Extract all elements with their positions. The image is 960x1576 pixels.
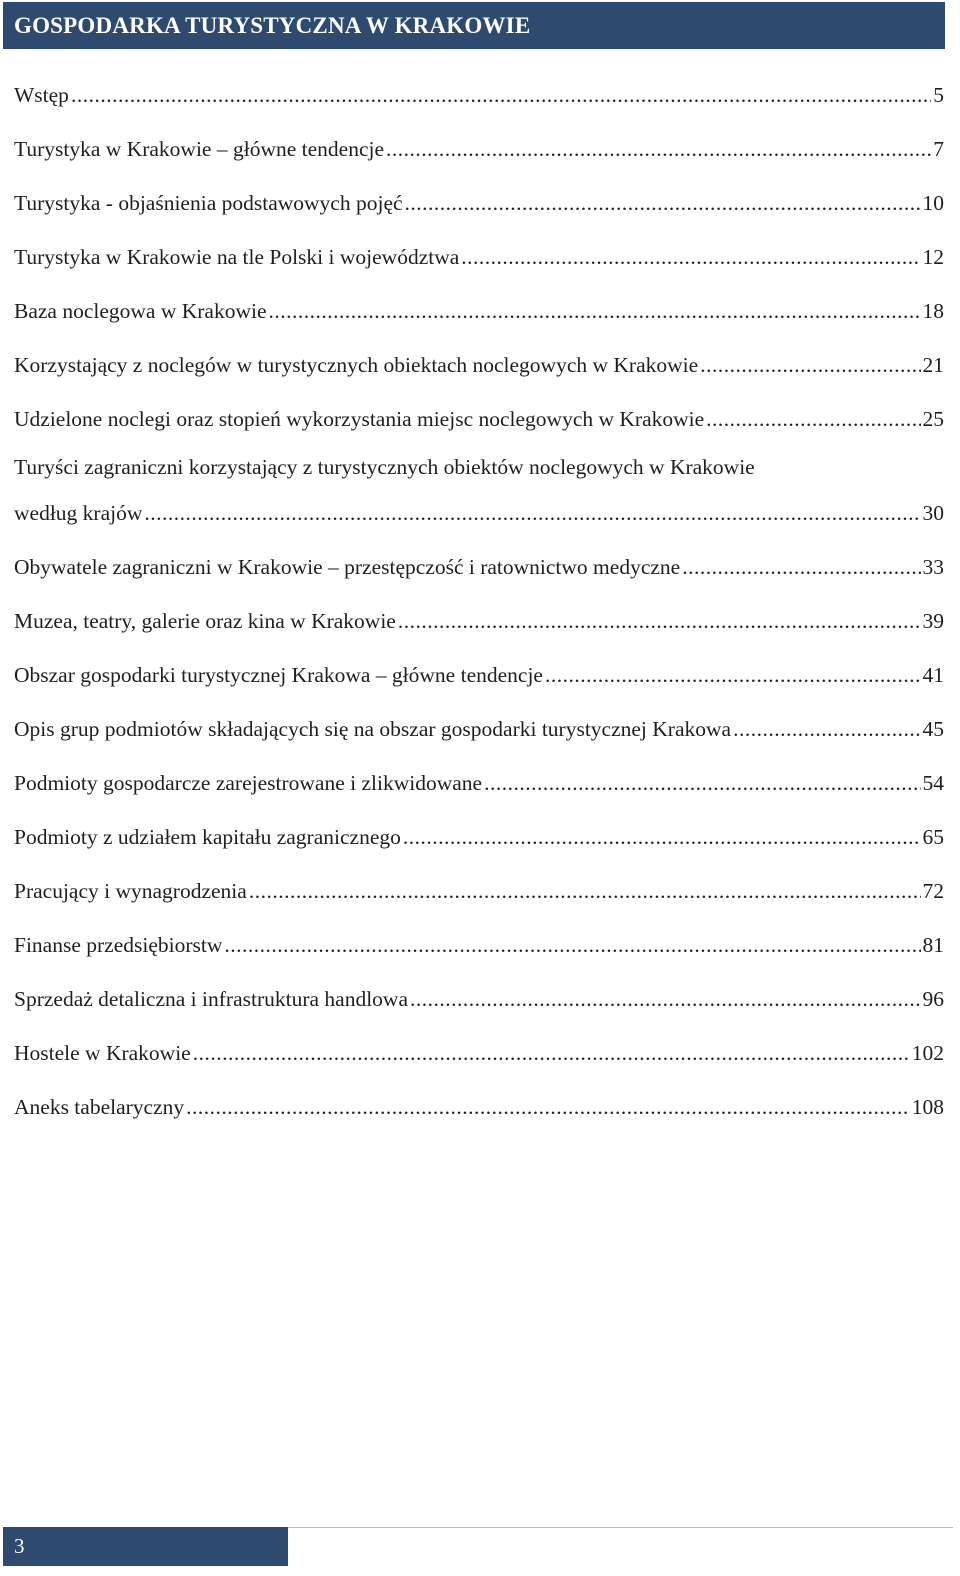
- toc-entry-page: 30: [922, 501, 944, 525]
- toc-dot-leader: [398, 600, 921, 642]
- toc-entry-page: 7: [933, 137, 944, 161]
- toc-dot-leader: [71, 74, 931, 116]
- toc-dot-leader: [545, 654, 921, 696]
- toc-dot-leader: [484, 762, 920, 804]
- toc-entry[interactable]: [14, 978, 944, 1020]
- toc-dot-leader: [700, 344, 920, 386]
- toc-entry[interactable]: [14, 654, 944, 696]
- toc-entry-page: 21: [922, 353, 944, 377]
- toc-entry[interactable]: [14, 344, 944, 386]
- toc-entry-title: Korzystający z noclegów w turystycznych obiektach noclegowych w Krakowie: [14, 353, 699, 377]
- header-bar: [3, 2, 945, 49]
- page-title: GOSPODARKA TURYSTYCZNA W KRAKOWIE: [14, 12, 531, 38]
- toc-dot-leader: [706, 398, 920, 440]
- toc-entry[interactable]: [14, 1032, 944, 1074]
- toc-entry-title-line1: Turyści zagraniczni korzystający z turystycznych obiektów noclegowych w Krakowie: [14, 455, 755, 479]
- toc-entry[interactable]: [14, 600, 944, 642]
- toc-entry-page: 65: [922, 825, 944, 849]
- toc-entry-title: Wstęp: [14, 83, 69, 107]
- toc-dot-leader: [186, 1086, 910, 1128]
- toc-entry-page: 5: [933, 83, 944, 107]
- toc-dot-leader: [193, 1032, 910, 1074]
- toc-entry-page: 39: [922, 609, 944, 633]
- toc-entry-page: 54: [922, 771, 944, 795]
- toc-entry-page: 12: [922, 245, 944, 269]
- toc-entry[interactable]: [14, 290, 944, 332]
- toc-entry-page: 81: [922, 933, 944, 957]
- toc-entry-title: według krajów: [14, 501, 143, 525]
- toc-entry-page: 96: [922, 987, 944, 1011]
- toc-entry-title: Baza noclegowa w Krakowie: [14, 299, 267, 323]
- toc-entry[interactable]: [14, 546, 944, 588]
- toc-dot-leader: [410, 978, 921, 1020]
- toc-dot-leader: [144, 492, 920, 534]
- toc-entry-title: Opis grup podmiotów składających się na obszar gospodarki turystycznej Krakowa: [14, 717, 732, 741]
- toc-entry-title: Turystyka - objaśnienia podstawowych pojęć: [14, 191, 403, 215]
- toc-entry-title: Turystyka w Krakowie na tle Polski i województwa: [14, 245, 460, 269]
- toc-entry-page: 45: [922, 717, 944, 741]
- toc-entry-title: Aneks tabelaryczny: [14, 1095, 185, 1119]
- toc-dot-leader: [249, 870, 921, 912]
- toc-dot-leader: [682, 546, 920, 588]
- toc-entry-page: 33: [922, 555, 944, 579]
- toc-entry-page: 18: [922, 299, 944, 323]
- toc-entry-page: 102: [911, 1041, 944, 1065]
- toc-dot-leader: [403, 816, 921, 858]
- toc-entry-title: Sprzedaż detaliczna i infrastruktura handlowa: [14, 987, 408, 1011]
- toc-entry[interactable]: [14, 182, 944, 224]
- toc-entry[interactable]: [14, 870, 944, 912]
- toc-entry-title: Udzielone noclegi oraz stopień wykorzystania miejsc noclegowych w Krakowie: [14, 407, 705, 431]
- footer-divider: [288, 1527, 953, 1528]
- toc-entry-title: Muzea, teatry, galerie oraz kina w Krakowie: [14, 609, 396, 633]
- toc-entry[interactable]: [14, 236, 944, 278]
- toc-dot-leader: [224, 924, 920, 966]
- toc-entry[interactable]: [14, 816, 944, 858]
- toc-entry[interactable]: [14, 924, 944, 966]
- toc-entry-title: Obywatele zagraniczni w Krakowie – przestępczość i ratownictwo medyczne: [14, 555, 681, 579]
- toc-entry[interactable]: [14, 74, 944, 116]
- toc-entry-title: Podmioty gospodarcze zarejestrowane i zlikwidowane: [14, 771, 483, 795]
- toc-entry-title: Finanse przedsiębiorstw: [14, 933, 223, 957]
- toc-dot-leader: [269, 290, 921, 332]
- toc-entry[interactable]: [14, 398, 944, 440]
- toc-entry-page: 41: [922, 663, 944, 687]
- toc-entry-page: 108: [911, 1095, 944, 1119]
- toc-entry-title: Podmioty z udziałem kapitału zagranicznego: [14, 825, 401, 849]
- toc-entry-title: Obszar gospodarki turystycznej Krakowa – główne tendencje: [14, 663, 543, 687]
- toc-dot-leader: [733, 708, 920, 750]
- toc-entry[interactable]: [14, 1086, 944, 1128]
- toc-entry-page: 25: [922, 407, 944, 431]
- toc-entry-title: Pracujący i wynagrodzenia: [14, 879, 247, 903]
- footer-page-box: [3, 1527, 288, 1566]
- toc-dot-leader: [405, 182, 921, 224]
- toc-dot-leader: [461, 236, 920, 278]
- toc-entry-title: Turystyka w Krakowie – główne tendencje: [14, 137, 385, 161]
- toc-entry[interactable]: [14, 762, 944, 804]
- toc-entry[interactable]: [14, 708, 944, 750]
- page-number: 3: [14, 1534, 25, 1558]
- toc-entry[interactable]: [14, 128, 944, 170]
- toc-entry-page: 10: [922, 191, 944, 215]
- table-of-contents: [14, 74, 944, 1140]
- toc-entry-page: 72: [922, 879, 944, 903]
- toc-entry-title: Hostele w Krakowie: [14, 1041, 191, 1065]
- toc-entry[interactable]: [14, 452, 944, 534]
- toc-dot-leader: [386, 128, 931, 170]
